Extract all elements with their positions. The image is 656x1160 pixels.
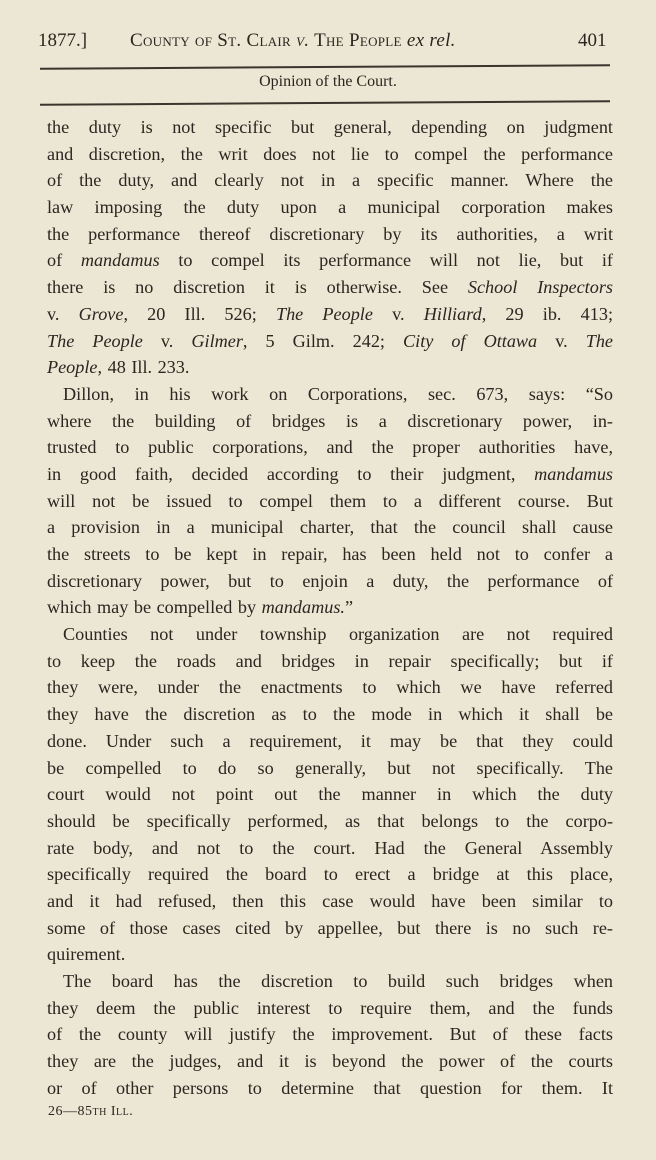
running-title-exrel: ex rel. [406,30,456,51]
text-segment: , 20 Ill. 526; [123,303,276,324]
text-segment: to compel its performance will not lie, but if [159,250,613,271]
text-segment: a provision in a municipal charter, that the council shall cause [47,517,613,538]
text-segment: which may be compelled by [47,597,262,618]
text-line [47,247,613,274]
text-line [47,701,613,728]
text-segment: the performance thereof discretionary by its authorities, a writ [47,223,613,244]
italic-text: School Inspectors [467,277,613,298]
text-segment: the streets to be kept in repair, has been held not to confer a [47,544,613,564]
signature-mark: 26—85th Ill. [48,1104,134,1119]
text-segment: court would not point out the manner in which the duty [47,784,613,805]
running-title [130,30,456,52]
italic-text: The People [275,303,373,324]
text-line [47,461,613,488]
italic-text: mandamus [80,250,160,271]
text-segment: and it had refused, then this case would have been similar to [47,890,613,911]
running-title-part2: The People [314,30,402,51]
text-line [47,1075,613,1102]
text-line [47,941,613,968]
text-line [47,674,613,701]
text-line [47,1021,613,1048]
page-number: 401 [578,30,607,51]
text-line [47,541,613,568]
running-title-v: v. [296,30,310,51]
text-segment: where the building of bridges is a discretionary power, in- [47,410,613,431]
text-segment: they are the judges, and it is beyond the power of the courts [47,1051,613,1072]
text-segment: ” [344,597,354,618]
text-line [47,354,613,381]
text-segment: Dillon, in his work on Corporations, sec. 673, says: “So [63,383,613,404]
italic-text: Hilliard [423,303,482,324]
text-segment: will not be issued to compel them to a different course. But [47,490,613,511]
section-rule [40,100,610,105]
italic-text: People [47,357,98,378]
text-segment: in good faith, decided according to their judgment, [47,463,535,484]
text-line [47,488,613,515]
text-line [47,781,613,808]
italic-text: Grove [78,303,124,324]
italic-text: The [585,330,613,351]
text-line [47,274,613,301]
text-line [47,648,613,675]
text-segment: discretionary power, but to enjoin a duty, the performance of [47,570,613,591]
text-segment: law imposing the duty upon a municipal corporation makes [47,197,613,218]
text-line [47,621,613,648]
text-line [47,167,613,194]
text-line [47,514,613,541]
text-segment: The board has the discretion to build such bridges when [63,971,613,991]
text-segment: rate body, and not to the court. Had the General Assembly [47,837,613,858]
text-line [47,114,613,141]
text-segment: should be specifically performed, as that belongs to the corpo- [47,810,613,831]
text-segment: they have the discretion as to the mode in which it shall be [47,704,613,725]
italic-text: The People [47,330,143,351]
text-segment: to keep the roads and bridges in repair specifically; but if [47,650,613,671]
text-line [47,808,613,835]
text-segment: and discretion, the writ does not lie to compel the performance [47,143,613,164]
text-segment: v. [537,330,586,351]
text-line [47,194,613,221]
header-year: 1877.] [38,30,88,51]
text-segment: of the duty, and clearly not in a specific manner. Where the [47,170,613,191]
text-segment: some of those cases cited by appellee, but there is no such re- [47,917,613,938]
text-line [47,995,613,1022]
italic-text: mandamus. [261,597,345,618]
text-line [47,221,613,248]
text-segment: v. [142,330,192,351]
section-heading: Opinion of the Court. [259,73,397,90]
text-line [47,141,613,168]
text-line [47,915,613,942]
text-line [47,835,613,862]
text-segment: trusted to public corporations, and the proper authorities have, [47,437,613,458]
italic-text: Gilmer [191,330,243,351]
text-line [47,568,613,595]
header-rule [40,64,610,69]
text-segment: the duty is not specific but general, depending on judgment [47,117,613,137]
text-segment: Counties not under township organization are not required [63,624,613,645]
text-line [47,301,613,328]
text-line [47,408,613,435]
text-segment: quirement. [47,944,126,965]
text-line [47,968,613,995]
text-segment: , 48 Ill. 233. [97,357,190,378]
body-text [47,114,613,1101]
text-segment: specifically required the board to erect a bridge at this place, [47,864,613,885]
text-line [47,381,613,408]
text-segment: , 5 Gilm. 242; [242,330,404,351]
running-title-part1: County of St. Clair [130,30,291,51]
text-segment: of [47,250,81,271]
text-segment: v. [372,303,424,324]
text-line [47,328,613,355]
text-segment: be compelled to do so generally, but not specifically. The [47,757,613,778]
text-segment: of the county will justify the improvement. But of these facts [47,1024,613,1045]
text-segment: v. [47,303,79,324]
text-segment: they deem the public interest to require them, and the funds [47,997,613,1018]
text-line [47,888,613,915]
text-line [47,861,613,888]
text-line [47,728,613,755]
text-line [47,594,613,621]
text-line [47,434,613,461]
text-line [47,1048,613,1075]
text-segment: , 29 ib. 413; [481,303,613,324]
italic-text: City of Ottawa [403,330,538,351]
text-segment: there is no discretion it is otherwise. See [47,277,468,298]
text-segment: or of other persons to determine that question for them. It [47,1077,613,1098]
text-segment: they were, under the enactments to which we have referred [47,677,613,698]
text-segment: done. Under such a requirement, it may be that they could [47,730,613,751]
italic-text: mandamus [534,463,613,484]
text-line [47,755,613,782]
